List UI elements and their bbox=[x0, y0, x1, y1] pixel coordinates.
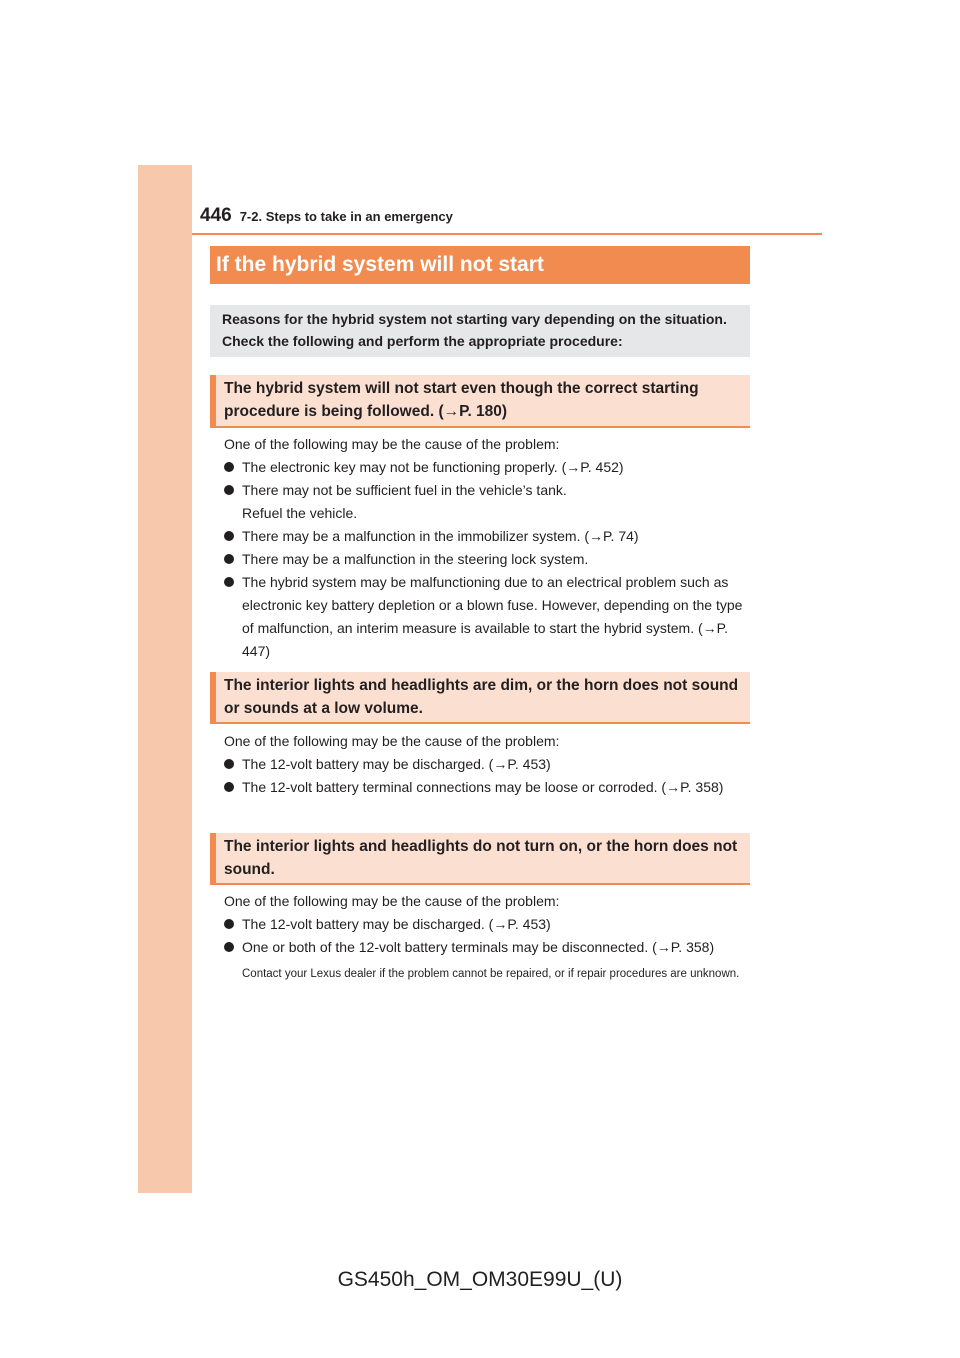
list-item bbox=[224, 776, 746, 799]
section-2-bullet-list bbox=[224, 753, 746, 799]
section-reference: 7-2. Steps to take in an emergency bbox=[239, 209, 453, 224]
bullet-subtext: Refuel the vehicle. bbox=[242, 505, 358, 521]
page-header bbox=[200, 205, 822, 233]
section-1-heading: The hybrid system will not start even though the correct starting procedure is being followed. (→P. 180) bbox=[210, 375, 750, 428]
bullet-icon bbox=[224, 919, 234, 929]
bullet-text: There may be a malfunction in the steering lock system. bbox=[242, 551, 589, 567]
section-1-lead: One of the following may be the cause of the problem: bbox=[224, 436, 560, 452]
bullet-text: The 12-volt battery terminal connections may be loose or corroded. (→P. 358) bbox=[242, 779, 724, 795]
document-code: GS450h_OM_OM30E99U_(U) bbox=[337, 1268, 623, 1291]
list-item bbox=[224, 571, 746, 663]
section-3-body bbox=[224, 890, 746, 982]
list-item bbox=[224, 936, 746, 959]
section-1-bullet-list bbox=[224, 456, 746, 663]
section-2-heading: The interior lights and headlights are dim, or the horn does not sound or sounds at a low volume. bbox=[210, 672, 750, 724]
list-item bbox=[224, 548, 746, 571]
bullet-text: One or both of the 12-volt battery terminals may be disconnected. (→P. 358) bbox=[242, 939, 715, 955]
bullet-text: The 12-volt battery may be discharged. (→P. 453) bbox=[242, 916, 551, 932]
list-item bbox=[224, 525, 746, 548]
bullet-icon bbox=[224, 759, 234, 769]
list-item bbox=[224, 456, 746, 479]
section-3-lead: One of the following may be the cause of the problem: bbox=[224, 893, 560, 909]
bullet-icon bbox=[224, 531, 234, 541]
section-1-body bbox=[224, 433, 746, 663]
bullet-text: The electronic key may not be functioning properly. (→P. 452) bbox=[242, 459, 624, 475]
section-2-lead: One of the following may be the cause of the problem: bbox=[224, 733, 560, 749]
list-item bbox=[224, 753, 746, 776]
note-text: Contact your Lexus dealer if the problem cannot be repaired, or if repair procedures are unknown. bbox=[242, 968, 740, 980]
bullet-icon bbox=[224, 554, 234, 564]
side-tab-band bbox=[138, 165, 192, 1193]
section-3-bullet-list bbox=[224, 913, 746, 959]
intro-box: Reasons for the hybrid system not starting vary depending on the situation. Check the following and perform the appropriate procedure: bbox=[210, 305, 750, 357]
section-3-heading: The interior lights and headlights do not turn on, or the horn does not sound. bbox=[210, 833, 750, 885]
bullet-icon bbox=[224, 462, 234, 472]
bullet-text: The hybrid system may be malfunctioning due to an electrical problem such as electronic key battery depletion or a blown fuse. However, depending on the type of malfunction, an interim measure is available to start the hybrid system. (→P. 447) bbox=[242, 574, 743, 659]
bullet-text: There may not be sufficient fuel in the vehicle’s tank. bbox=[242, 482, 567, 498]
list-item bbox=[224, 479, 746, 525]
page-title: If the hybrid system will not start bbox=[210, 246, 750, 284]
bullet-text: The 12-volt battery may be discharged. (→P. 453) bbox=[242, 756, 551, 772]
bullet-icon bbox=[224, 782, 234, 792]
bullet-icon bbox=[224, 485, 234, 495]
page-number: 446 bbox=[200, 205, 232, 226]
section-2-body bbox=[224, 730, 746, 799]
list-item bbox=[224, 913, 746, 936]
bullet-icon bbox=[224, 577, 234, 587]
header-rule bbox=[192, 233, 822, 235]
bullet-icon bbox=[224, 942, 234, 952]
bullet-text: There may be a malfunction in the immobilizer system. (→P. 74) bbox=[242, 528, 639, 544]
